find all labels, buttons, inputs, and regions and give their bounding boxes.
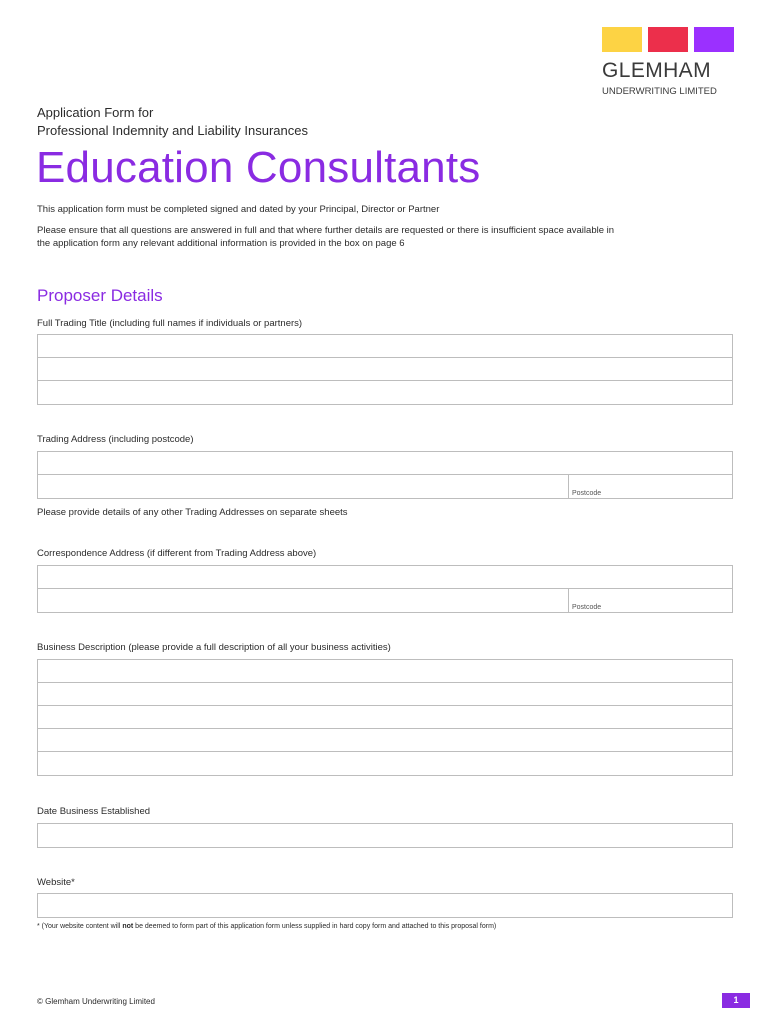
- correspondence-address-row: [38, 589, 732, 612]
- form-heading-line-1: Application Form for: [37, 105, 154, 120]
- footnote-text-before: * (Your website content will: [37, 923, 123, 930]
- date-established-row: [38, 824, 732, 847]
- business-description-row: [38, 729, 732, 752]
- other-addresses-note: Please provide details of any other Trading Addresses on separate sheets: [37, 507, 348, 518]
- trading-title-row: [38, 358, 732, 381]
- form-heading-line-2: Professional Indemnity and Liability Insurances: [37, 123, 308, 138]
- trading-address-input-2[interactable]: [38, 475, 568, 498]
- website-box: [37, 893, 733, 918]
- correspondence-address-line-2: [38, 589, 568, 612]
- footer-copyright: © Glemham Underwriting Limited: [37, 997, 155, 1006]
- correspondence-postcode-label: Postcode: [572, 604, 602, 611]
- date-established-input[interactable]: [38, 824, 732, 847]
- trading-title-box: [37, 334, 733, 405]
- correspondence-address-box: [37, 565, 733, 613]
- website-label: Website*: [37, 877, 75, 888]
- logo-square-purple: [694, 27, 734, 52]
- date-established-box: [37, 823, 733, 848]
- date-established-label: Date Business Established: [37, 806, 151, 817]
- trading-address-row: [38, 475, 732, 498]
- correspondence-address-label: Correspondence Address (if different from Trading Address above): [37, 548, 317, 559]
- trading-title-input-1[interactable]: [38, 335, 732, 357]
- business-description-row: [38, 706, 732, 729]
- business-description-row: [38, 752, 732, 775]
- website-row: [38, 894, 732, 917]
- business-description-input-2[interactable]: [38, 683, 732, 705]
- logo-name: GLEMHAM: [602, 59, 711, 82]
- page-number-badge: 1: [722, 993, 750, 1008]
- trading-title-label: Full Trading Title (including full names if individuals or partners): [37, 318, 303, 329]
- trading-title-row: [38, 335, 732, 358]
- footnote-text-after: be deemed to form part of this application form unless supplied in hard copy form and attached to this proposal form): [133, 923, 497, 930]
- correspondence-postcode-cell: [568, 589, 732, 612]
- trading-address-input-1[interactable]: [38, 452, 732, 474]
- intro-line-3: the application form any relevant additional information is provided in the box on page 6: [37, 238, 405, 249]
- page-title: Education Consultants: [36, 143, 481, 192]
- website-footnote: [37, 923, 496, 930]
- business-description-label: Business Description (please provide a full description of all your business activities): [37, 642, 391, 653]
- correspondence-address-input-1[interactable]: [38, 566, 732, 588]
- trading-title-input-3[interactable]: [38, 381, 732, 404]
- trading-postcode-cell: [568, 475, 732, 498]
- trading-address-box: [37, 451, 733, 499]
- correspondence-address-row: [38, 566, 732, 589]
- trading-title-input-2[interactable]: [38, 358, 732, 380]
- trading-address-line-2: [38, 475, 568, 498]
- business-description-row: [38, 660, 732, 683]
- correspondence-address-input-2[interactable]: [38, 589, 568, 612]
- trading-title-row: [38, 381, 732, 404]
- trading-address-label: Trading Address (including postcode): [37, 434, 194, 445]
- intro-line-2: Please ensure that all questions are answered in full and that where further details are requested or there is insufficient space available in: [37, 225, 615, 236]
- logo-square-yellow: [602, 27, 642, 52]
- trading-address-row: [38, 452, 732, 475]
- footnote-text-bold: not: [122, 923, 134, 930]
- logo-square-red: [648, 27, 688, 52]
- intro-line-1: This application form must be completed signed and dated by your Principal, Director or Partner: [37, 204, 440, 215]
- website-input[interactable]: [38, 894, 732, 917]
- business-description-row: [38, 683, 732, 706]
- section-title-proposer-details: Proposer Details: [37, 286, 163, 305]
- logo-color-squares: [602, 27, 734, 52]
- business-description-box: [37, 659, 733, 776]
- business-description-input-1[interactable]: [38, 660, 732, 682]
- business-description-input-5[interactable]: [38, 752, 732, 775]
- business-description-input-3[interactable]: [38, 706, 732, 728]
- trading-postcode-label: Postcode: [572, 490, 602, 497]
- business-description-input-4[interactable]: [38, 729, 732, 751]
- logo-subtitle: UNDERWRITING LIMITED: [602, 86, 717, 97]
